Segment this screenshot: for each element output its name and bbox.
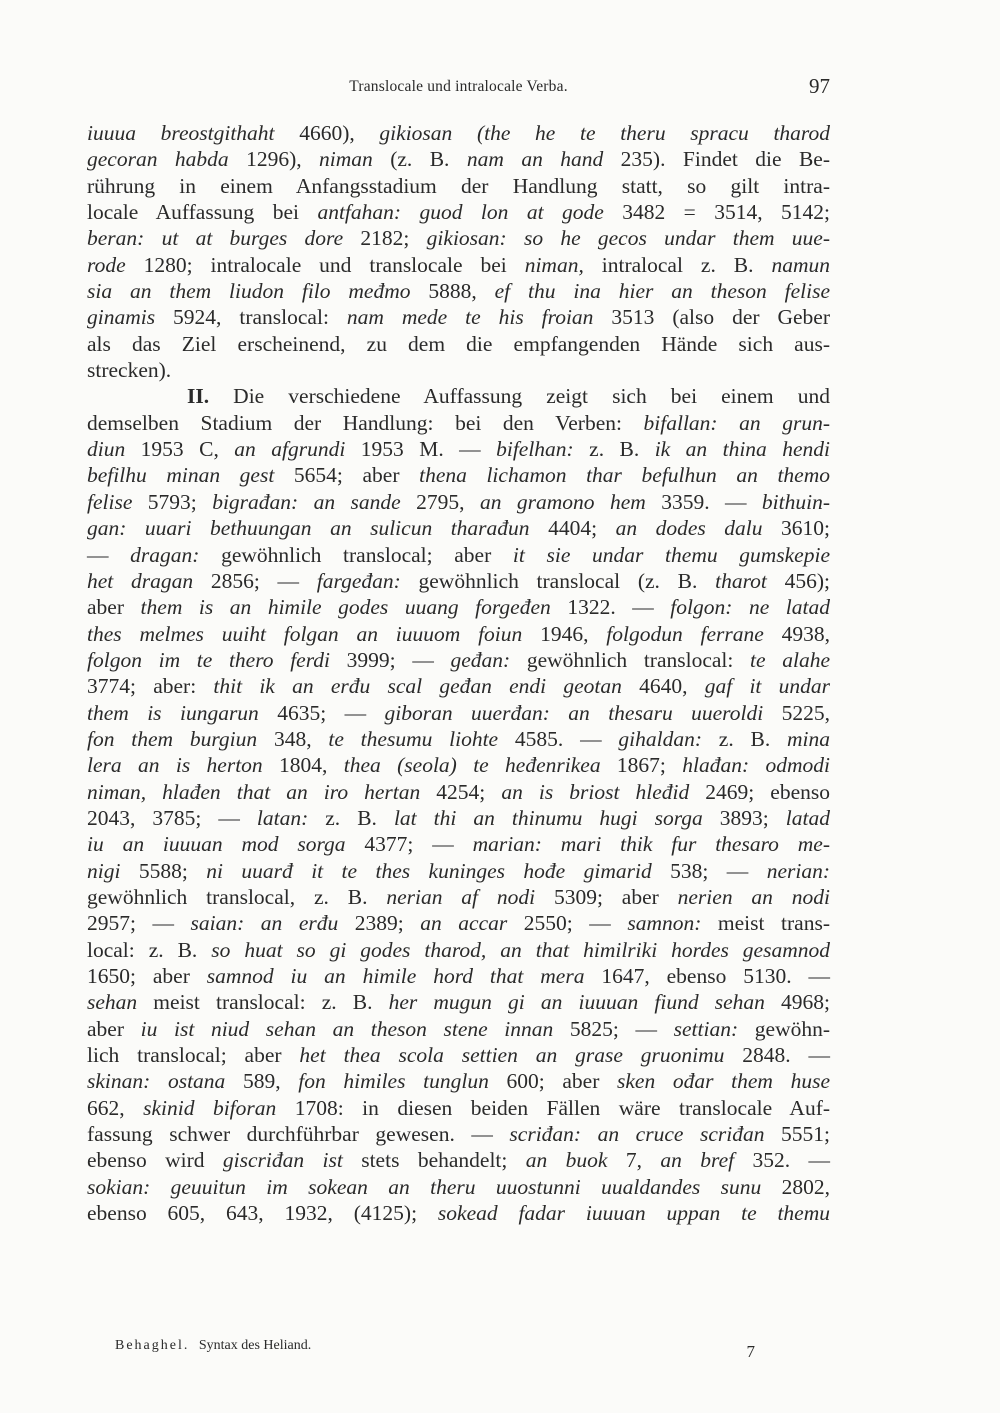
roman-segment: 538; — xyxy=(651,858,767,883)
italic-segment: sia an them liudon filo međmo xyxy=(87,279,411,304)
roman-segment: 4404; xyxy=(529,516,616,541)
roman-segment: 2182; xyxy=(343,226,427,251)
text-line xyxy=(87,331,830,357)
italic-segment: samnon: xyxy=(627,911,702,936)
roman-segment: ebenso wird xyxy=(87,1148,223,1173)
roman-segment: gewöhnlich translocal (z. B. xyxy=(400,568,716,593)
roman-segment: 456); xyxy=(766,568,830,593)
italic-segment: beran: ut at burges dore xyxy=(87,226,344,251)
text-line xyxy=(87,1016,830,1042)
italic-segment: tharot xyxy=(715,568,767,593)
roman-segment: lich translocal; aber xyxy=(87,1043,300,1068)
text-line xyxy=(87,146,830,172)
italic-segment: an gramono hem xyxy=(479,489,646,514)
roman-segment: 1322. — xyxy=(550,595,671,620)
italic-segment: skinid biforan xyxy=(143,1095,277,1120)
roman-segment: 235). Findet die Be- xyxy=(603,147,830,172)
italic-segment: sehan xyxy=(87,990,138,1015)
roman-segment: strecken). xyxy=(87,358,172,383)
roman-segment: intralocal z. B. xyxy=(583,252,772,277)
italic-segment: marian: mari thik fur thesaro me- xyxy=(472,832,830,857)
italic-segment: geđan: xyxy=(450,647,511,672)
italic-segment: nigi xyxy=(87,858,121,883)
italic-segment: het dragan xyxy=(87,568,194,593)
page-footer xyxy=(115,1338,755,1361)
roman-segment: 352. — xyxy=(734,1148,830,1173)
roman-segment: 4377; — xyxy=(345,832,473,857)
text-line xyxy=(87,1200,830,1226)
italic-segment: te thesumu liohte xyxy=(328,726,499,751)
italic-segment: fon them burgiun xyxy=(87,726,258,751)
roman-segment: rührung in einem Anfangsstadium der Handlung statt, so gilt intra- xyxy=(87,173,830,198)
italic-segment: latad xyxy=(785,805,830,830)
italic-segment: ginamis xyxy=(87,305,156,330)
roman-segment: 2795, xyxy=(400,489,480,514)
running-title: Translocale und intralocale Verba. xyxy=(349,78,568,95)
italic-segment: giscriđan ist xyxy=(222,1148,343,1173)
roman-segment: 5225, xyxy=(763,700,830,725)
text-line xyxy=(87,252,830,278)
roman-segment: 1296), xyxy=(228,147,320,172)
roman-segment: 2550; — xyxy=(507,911,628,936)
roman-segment: 5793; xyxy=(132,489,213,514)
italic-segment: them is iungarun xyxy=(87,700,259,725)
italic-segment: fon himiles tunglun xyxy=(298,1069,489,1094)
roman-segment: als das Ziel erscheinend, zu dem die empfangenden Hände sich aus- xyxy=(87,331,830,356)
text-line xyxy=(87,937,830,963)
italic-segment: fargeđan: xyxy=(316,568,401,593)
roman-segment: gewöhnlich translocal; aber xyxy=(199,542,513,567)
roman-segment: 4585. — xyxy=(498,726,619,751)
italic-segment: niman, hlađen that an iro hertan xyxy=(87,779,421,804)
text-line xyxy=(87,673,830,699)
text-line xyxy=(87,989,830,1015)
italic-segment: ik an thina hendi xyxy=(654,437,830,462)
roman-segment: — xyxy=(87,542,131,567)
text-line xyxy=(87,831,830,857)
roman-segment: 5924, translocal: xyxy=(155,305,347,330)
text-line xyxy=(87,462,830,488)
italic-segment: ni uuarđ it te thes kuninges hođe gimarid xyxy=(206,858,652,883)
roman-segment: 4938, xyxy=(763,621,830,646)
italic-segment: nam an hand xyxy=(466,147,604,172)
italic-segment: so huat so gi godes tharod, an that himilriki hordes gesamnod xyxy=(211,937,830,962)
text-line xyxy=(87,383,830,409)
text-line xyxy=(87,805,830,831)
roman-segment: 4635; — xyxy=(258,700,385,725)
roman-segment: 3999; — xyxy=(330,647,451,672)
roman-segment: z. B. xyxy=(573,437,655,462)
text-line xyxy=(87,1121,830,1147)
italic-segment: folgon im te thero ferdi xyxy=(87,647,331,672)
italic-segment: bifallan: an grun- xyxy=(643,410,830,435)
roman-segment: 5588; xyxy=(120,858,207,883)
italic-segment: befilhu minan gest xyxy=(87,463,275,488)
roman-segment: 2389; xyxy=(338,911,421,936)
text-line xyxy=(87,1174,830,1200)
italic-segment: thes melmes uuiht folgan an iuuuom foiun xyxy=(87,621,523,646)
text-line xyxy=(87,410,830,436)
text-line xyxy=(87,489,830,515)
italic-segment: gikiosan: so he gecos undar them uue- xyxy=(426,226,830,251)
italic-segment: hlađan: odmodi xyxy=(682,753,831,778)
roman-segment: 2802, xyxy=(761,1174,831,1199)
text-line xyxy=(87,858,830,884)
roman-segment: gewöhnlich translocal: xyxy=(510,647,751,672)
italic-segment: settian: xyxy=(673,1016,739,1041)
roman-segment: 4660), xyxy=(274,121,380,145)
text-line xyxy=(87,120,830,146)
roman-segment: 1953 M. — xyxy=(345,437,497,462)
roman-segment: 1867; xyxy=(600,753,683,778)
roman-segment: 1953 C, xyxy=(125,437,235,462)
italic-segment: het thea scola settien an grase gruonimu xyxy=(299,1043,725,1068)
italic-segment: sokead fadar iuuuan uppan te themu xyxy=(437,1201,831,1226)
italic-segment: an is briost hleđid xyxy=(501,779,690,804)
roman-segment: z. B. xyxy=(308,805,394,830)
roman-segment: meist translocal: z. B. xyxy=(137,990,389,1015)
text-line xyxy=(87,542,830,568)
roman-segment: meist trans- xyxy=(701,911,830,936)
text-line xyxy=(87,700,830,726)
italic-segment: felise xyxy=(87,489,133,514)
italic-segment: namun xyxy=(771,252,830,277)
text-line xyxy=(87,752,830,778)
roman-segment: local: z. B. xyxy=(87,937,212,962)
italic-segment: antfahan: guod lon at gode xyxy=(317,200,604,225)
italic-segment: iu an iuuuan mod sorga xyxy=(87,832,346,857)
roman-segment: 3359. — xyxy=(645,489,762,514)
text-line xyxy=(87,357,830,383)
text-line xyxy=(87,910,830,936)
roman-segment: 5654; aber xyxy=(274,463,420,488)
italic-segment: bigrađan: an sande xyxy=(212,489,401,514)
text-line xyxy=(87,304,830,330)
italic-segment: samnod iu an himile hord that mera xyxy=(206,964,585,988)
text-line xyxy=(87,278,830,304)
italic-segment: it sie undar themu gumskepie xyxy=(512,542,830,567)
text-line xyxy=(87,568,830,594)
italic-segment: an buok xyxy=(525,1148,608,1173)
italic-segment: an dodes dalu xyxy=(615,516,763,541)
roman-segment: locale Auffassung bei xyxy=(87,200,318,225)
italic-segment: mina xyxy=(787,726,831,751)
roman-segment: fassung schwer durchführbar gewesen. — xyxy=(87,1122,510,1147)
italic-segment: an afgrundi xyxy=(234,437,346,462)
roman-segment: gewöhn- xyxy=(738,1016,831,1041)
italic-segment: thea (seola) te heđenrikea xyxy=(343,753,601,778)
text-line xyxy=(87,1068,830,1094)
italic-segment: thena lichamon thar befulhun an themo xyxy=(419,463,831,488)
italic-segment: bifelhan: xyxy=(496,437,574,462)
roman-segment: ebenso 605, 643, 1932, (4125); xyxy=(87,1201,438,1226)
page-number: 97 xyxy=(809,74,830,98)
text-line xyxy=(87,594,830,620)
bold-segment: II. xyxy=(187,384,210,409)
roman-segment: 1280; intralocale und translocale bei xyxy=(125,252,525,277)
italic-segment: nam mede te his froian xyxy=(346,305,594,330)
page-header xyxy=(87,74,830,100)
italic-segment: rode xyxy=(87,252,126,277)
roman-segment: 5825; — xyxy=(553,1016,674,1041)
roman-segment: 4254; xyxy=(420,779,502,804)
italic-segment: latan: xyxy=(256,805,309,830)
roman-segment: 3513 (also der Geber xyxy=(593,305,830,330)
italic-segment: folgon: ne latad xyxy=(670,595,830,620)
roman-segment: aber xyxy=(87,1016,141,1041)
text-line xyxy=(87,1042,830,1068)
text-line xyxy=(87,1147,830,1173)
roman-segment: 3610; xyxy=(762,516,830,541)
roman-segment: 2856; — xyxy=(193,568,317,593)
italic-segment: an bref xyxy=(660,1148,735,1173)
italic-segment: bithuin- xyxy=(761,489,831,514)
roman-segment: 3893; xyxy=(702,805,786,830)
text-line xyxy=(87,647,830,673)
italic-segment: nerian: xyxy=(766,858,830,883)
roman-segment: demselben Stadium der Handlung: bei den Verben: xyxy=(87,410,644,435)
text-line xyxy=(87,225,830,251)
italic-segment: skinan: ostana xyxy=(87,1069,226,1094)
text-line xyxy=(87,199,830,225)
text-line xyxy=(87,726,830,752)
italic-segment: gihaldan: xyxy=(618,726,702,751)
roman-segment: aber xyxy=(87,595,141,620)
italic-segment: iuuua breostgithaht xyxy=(87,121,275,145)
roman-segment: 3774; aber: xyxy=(87,674,214,699)
footer-book-title: Syntax des Heliand. xyxy=(198,1338,312,1353)
italic-segment: them is an himile godes uuang forgeđen xyxy=(140,595,551,620)
italic-segment: scriđan: an cruce scriđan xyxy=(509,1122,765,1147)
italic-segment: nerian af nodi xyxy=(386,884,536,909)
italic-segment: dragan: xyxy=(130,542,200,567)
roman-segment: 2043, 3785; — xyxy=(87,805,257,830)
roman-segment: 1804, xyxy=(262,753,344,778)
italic-segment: her mugun gi an iuuuan fiund sehan xyxy=(388,990,765,1015)
roman-segment: 4968; xyxy=(764,990,830,1015)
roman-segment: 1647, ebenso 5130. — xyxy=(584,964,831,988)
text-line xyxy=(87,1095,830,1121)
roman-segment: 5551; xyxy=(764,1122,830,1147)
roman-segment: 4640, xyxy=(621,674,705,699)
roman-segment: 348, xyxy=(257,726,329,751)
roman-segment: (z. B. xyxy=(372,147,467,172)
text-line xyxy=(87,884,830,910)
italic-segment: niman xyxy=(319,147,373,172)
text-line xyxy=(87,779,830,805)
italic-segment: lat thi an thinumu hugi sorga xyxy=(393,805,703,830)
italic-segment: sken ođar them huse xyxy=(617,1069,831,1094)
body-text xyxy=(87,120,830,1226)
roman-segment: 600; aber xyxy=(488,1069,618,1094)
text-line xyxy=(87,173,830,199)
roman-segment: 589, xyxy=(225,1069,299,1094)
text-line xyxy=(87,963,830,989)
roman-segment: 5888, xyxy=(410,279,495,304)
roman-segment: z. B. xyxy=(701,726,788,751)
italic-segment: sokian: geuuitun im sokean an theru uuostunni uualdandes sunu xyxy=(87,1174,762,1199)
italic-segment: saian: an erđu xyxy=(190,911,339,936)
italic-segment: gaf it undar xyxy=(704,674,830,699)
roman-segment: Die verschiedene Auffassung zeigt sich bei einem und xyxy=(209,384,830,409)
roman-segment: 2848. — xyxy=(724,1043,831,1068)
italic-segment: giboran uuerđan: an thesaru uueroldi xyxy=(384,700,764,725)
roman-segment: 1650; aber xyxy=(87,964,207,988)
italic-segment: an accar xyxy=(420,911,508,936)
italic-segment: folgodun ferrane xyxy=(606,621,764,646)
roman-segment: 1708: in diesen beiden Fällen wäre translocale Auf- xyxy=(276,1095,831,1120)
italic-segment: ef thu ina hier an theson felise xyxy=(494,279,830,304)
roman-segment: 2957; — xyxy=(87,911,191,936)
footer-author: Behaghel. xyxy=(115,1338,190,1353)
italic-segment: lera an is herton xyxy=(87,753,263,778)
roman-segment: 3482 = 3514, 5142; xyxy=(603,200,831,225)
roman-segment: 1946, xyxy=(522,621,607,646)
italic-segment: gan: uuari bethuungan an sulicun tharađun xyxy=(87,516,530,541)
italic-segment: iu ist niud sehan an theson stene innan xyxy=(140,1016,554,1041)
roman-segment: 662, xyxy=(87,1095,144,1120)
roman-segment: gewöhnlich translocal, z. B. xyxy=(87,884,387,909)
roman-segment: 7, xyxy=(607,1148,661,1173)
text-line xyxy=(87,515,830,541)
italic-segment: gikiosan (the he te theru spracu tharod xyxy=(379,121,830,145)
italic-segment: gecoran habda xyxy=(87,147,229,172)
roman-segment: stets behandelt; xyxy=(342,1148,526,1173)
italic-segment: niman, xyxy=(524,252,584,277)
signature-mark: 7 xyxy=(746,1342,755,1361)
roman-segment: 5309; aber xyxy=(535,884,678,909)
italic-segment: diun xyxy=(87,437,126,462)
italic-segment: te alahe xyxy=(750,647,830,672)
italic-segment: thit ik an erđu scal geđan endi geotan xyxy=(213,674,622,699)
italic-segment: nerien an nodi xyxy=(677,884,830,909)
text-line xyxy=(87,621,830,647)
text-line xyxy=(87,436,830,462)
roman-segment: 2469; ebenso xyxy=(689,779,831,804)
